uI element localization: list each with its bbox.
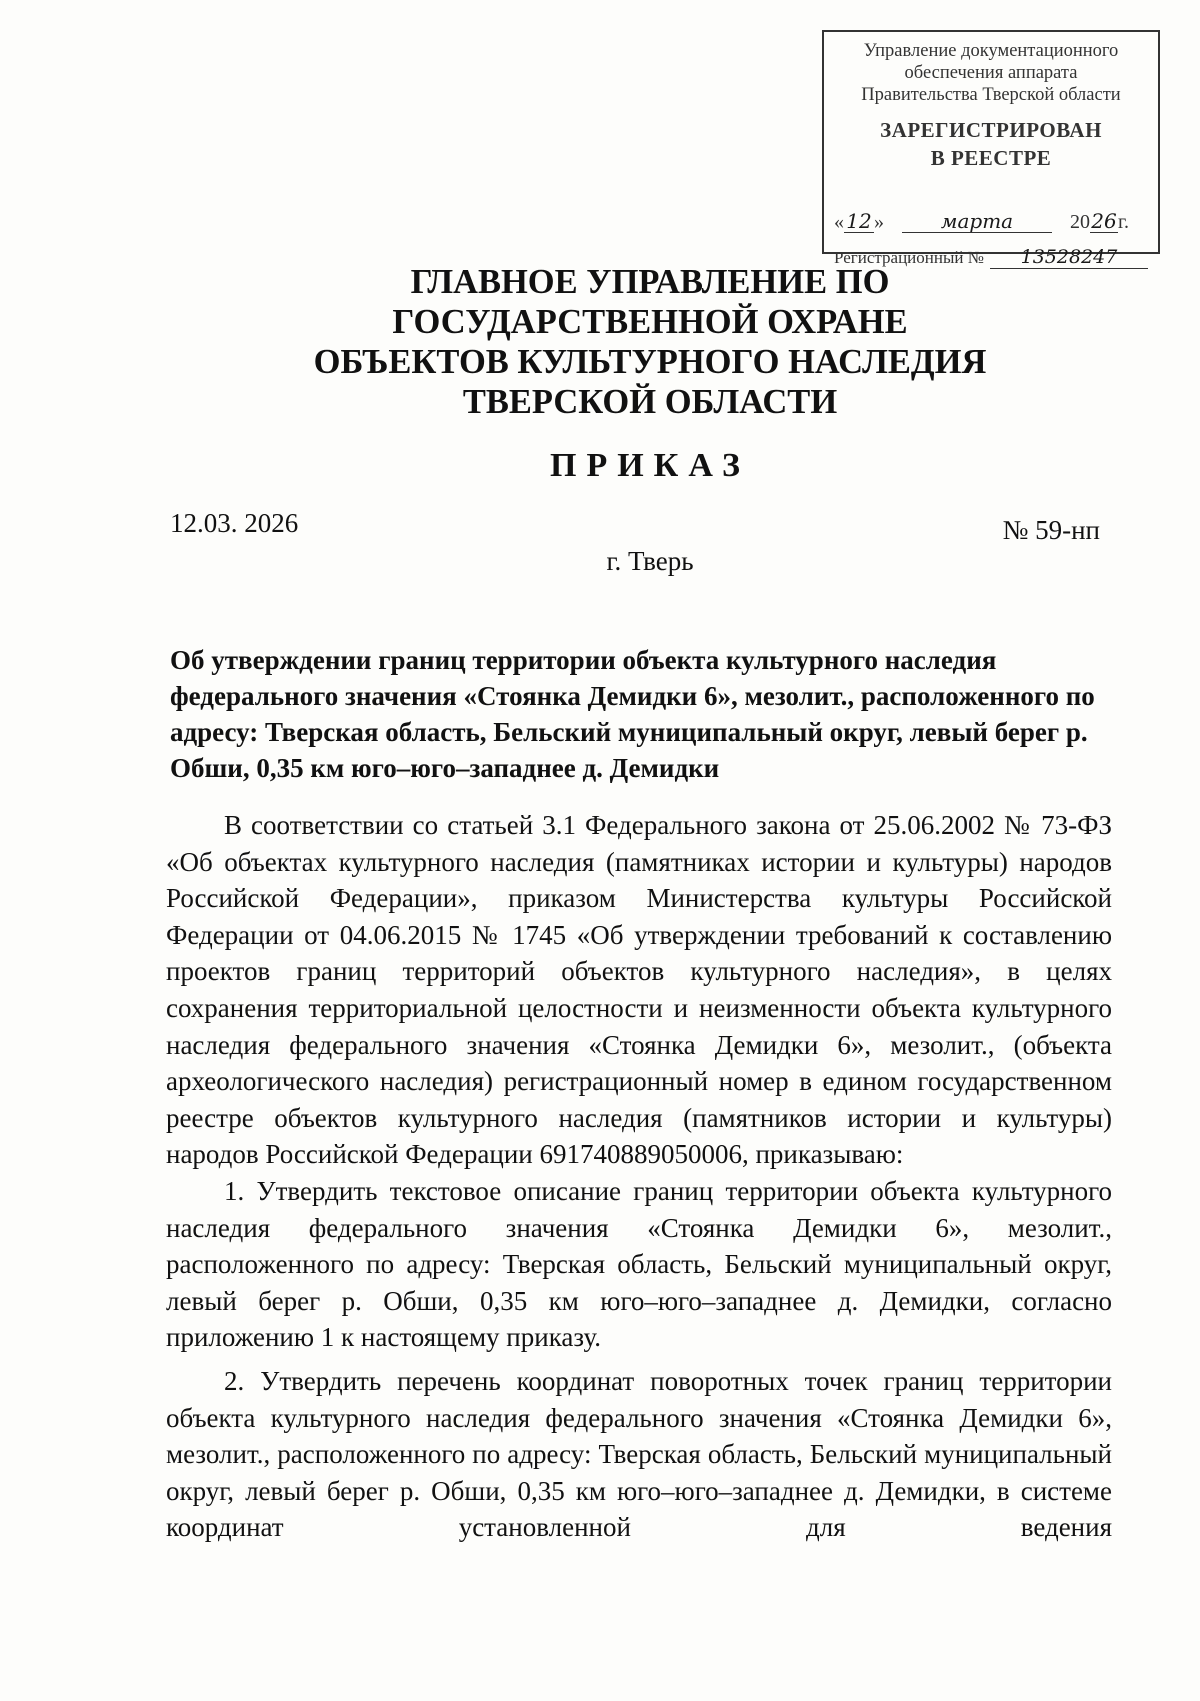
preamble-paragraph: В соответствии со статьей 3.1 Федерального закона от 25.06.2002 № 73-ФЗ «Об объектах культурного наследия (памятниках истории и культуры) народов Российской Федерации», приказом Министерства культуры Российской Федерации от 04.06.2015 № 1745 «Об утверждении требований к составлению проектов границ территорий объектов культурного наследия», в целях сохранения территориальной целостности и неизменности объекта культурного наследия федерального значения «Стоянка Демидки 6», мезолит., (объекта археологического наследия) регистрационный номер в едином государственном реестре объектов культурного наследия (памятников истории и культуры) народов Российской Федерации 691740889050006, приказываю:	[166, 810, 1112, 1170]
stamp-date-quote: «	[834, 211, 844, 233]
stamp-year-suffix: 26	[1091, 209, 1117, 233]
heading-line: ГЛАВНОЕ УПРАВЛЕНИЕ ПО	[410, 263, 890, 301]
stamp-registered-line: В РЕЕСТРЕ	[930, 146, 1052, 170]
stamp-org-line: Правительства Тверской области	[861, 85, 1121, 105]
stamp-year-end: г.	[1118, 211, 1129, 233]
stamp-year-prefix: 20	[1070, 211, 1090, 233]
stamp-month: марта	[902, 210, 1052, 233]
stamp-reg-number-label: Регистрационный №	[834, 248, 984, 267]
order-item-1: 1. Утвердить текстовое описание границ территории объекта культурного наследия федерального значения «Стоянка Демидки 6», мезолит., расположенного по адресу: Тверская область, Бельский муниципальный округ, левый берег р. Обши, 0,35 км юго–юго–западнее д. Демидки, согласно приложению 1 к настоящему приказу.	[166, 1175, 1112, 1353]
stamp-date	[834, 210, 1148, 233]
stamp-date-quote: »	[874, 211, 884, 233]
registration-stamp	[822, 30, 1160, 268]
document-subject: Об утверждении границ территории объекта культурного наследия федерального значения «Стоянка Демидки 6», мезолит., расположенного по адресу: Тверская область, Бельский муниципальный округ, левый берег р. Обши, 0,35 км юго–юго–западнее д. Демидки	[170, 645, 1095, 783]
document-number: № 59-нп	[1002, 515, 1100, 545]
document-type: ПРИКАЗ	[550, 447, 750, 484]
heading-line: ОБЪЕКТОВ КУЛЬТУРНОГО НАСЛЕДИЯ	[313, 343, 987, 381]
stamp-reg-number-value: 13528247	[990, 246, 1148, 269]
stamp-registered-line: ЗАРЕГИСТРИРОВАН	[880, 118, 1102, 142]
document-date: 12.03. 2026	[170, 508, 299, 538]
document-body	[166, 807, 1112, 1546]
order-item-2: 2. Утвердить перечень координат поворотных точек границ территории объекта культурного наследия федерального значения «Стоянка Демидки 6», мезолит., расположенного по адресу: Тверская область, Бельский муниципальный округ, левый берег р. Обши, 0,35 км юго–юго–западнее д. Демидки, в системе координат установленной для ведения	[166, 1365, 1112, 1543]
heading-line: ТВЕРСКОЙ ОБЛАСТИ	[462, 383, 838, 421]
stamp-org-line: обеспечения аппарата	[904, 63, 1078, 83]
document-city: г. Тверь	[606, 546, 694, 576]
stamp-organization	[824, 40, 1158, 106]
organization-heading	[200, 262, 1100, 422]
stamp-registered	[824, 116, 1158, 172]
heading-line: ГОСУДАРСТВЕННОЙ ОХРАНЕ	[392, 303, 908, 341]
stamp-org-line: Управление документационного	[863, 41, 1119, 61]
stamp-day: 12	[844, 210, 874, 233]
